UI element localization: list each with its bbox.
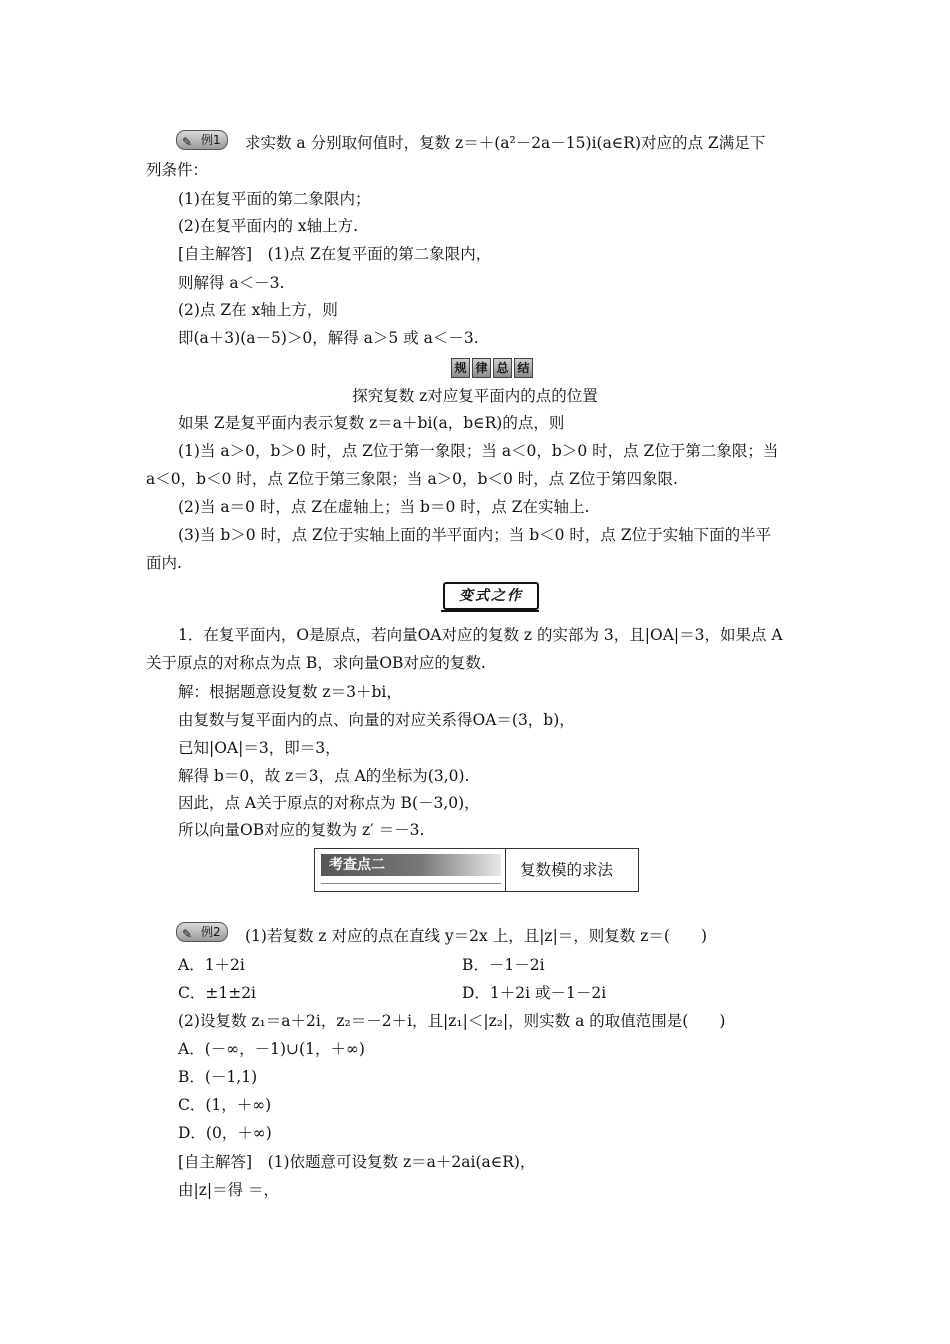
variant-line: 解得 b＝0，故 z＝3，点 A的坐标为(3,0).: [178, 767, 470, 785]
example-2-question-1: (1)若复数 z 对应的点在直线 y＝2x 上，且|z|＝，则复数 z＝( ): [245, 927, 707, 945]
option-b: B．(－1,1): [178, 1068, 258, 1086]
rule-summary-banner-char: 规: [451, 358, 470, 378]
option-d: D．(0，＋∞): [178, 1124, 272, 1142]
rule-summary-line: 如果 Z是复平面内表示复数 z＝a＋bi(a，b∈R)的点，则: [178, 414, 565, 432]
example-1-line: 列条件：: [146, 161, 209, 179]
option-a: A．(－∞，－1)∪(1，＋∞): [178, 1040, 365, 1058]
rule-summary-line: (1)当 a＞0，b＞0 时，点 Z位于第一象限；当 a＜0，b＞0 时，点 Z位于第二象限；当: [178, 442, 779, 460]
rule-summary-title: 探究复数 z对应复平面内的点的位置: [352, 387, 598, 405]
variant-banner: 变式之作: [443, 582, 539, 610]
key-point-underline: [321, 879, 501, 884]
example-2-answer-line: [自主解答] (1)依题意可设复数 z＝a＋2ai(a∈R)，: [178, 1153, 536, 1171]
pen-icon: ✎: [182, 135, 193, 149]
option-b: B．－1－2i: [462, 956, 545, 974]
rule-summary-line: 面内.: [146, 554, 182, 572]
variant-line: 解：根据题意设复数 z＝3＋bi，: [178, 683, 402, 701]
example-2-question-2: (2)设复数 z₁＝a＋2i，z₂＝－2＋i，且|z₁|＜|z₂|，则实数 a 的取值范围是( ): [178, 1012, 726, 1030]
example-1-badge-label: 例1: [201, 133, 221, 147]
variant-line: 关于原点的对称点为点 B，求向量OB对应的复数.: [146, 654, 486, 672]
example-1-line: [自主解答] (1)点 Z在复平面的第二象限内，: [178, 245, 492, 263]
rule-summary-banner: [451, 358, 533, 378]
example-2-badge: [176, 922, 228, 942]
rule-summary-banner-char: 总: [493, 358, 512, 378]
example-1-badge: [176, 130, 228, 150]
example-1-line: (2)点 Z在 x轴上方，则: [178, 301, 338, 319]
rule-summary-line: (2)当 a＝0 时，点 Z在虚轴上；当 b＝0 时，点 Z在实轴上.: [178, 498, 590, 516]
rule-summary-banner-char: 结: [514, 358, 533, 378]
rule-summary-banner-char: 律: [472, 358, 491, 378]
variant-line: 所以向量OB对应的复数为 z′ ＝－3.: [178, 821, 425, 839]
pen-icon: ✎: [182, 927, 193, 941]
rule-summary-line: a＜0，b＜0 时，点 Z位于第三象限；当 a＞0，b＜0 时，点 Z位于第四象限.: [146, 470, 678, 488]
key-point-tag-cell: [315, 849, 506, 891]
key-point-title: 复数模的求法: [520, 861, 614, 879]
rule-summary-line: (3)当 b＞0 时，点 Z位于实轴上面的半平面内；当 b＜0 时，点 Z位于实轴下面的半平: [178, 526, 772, 544]
example-1-line: 即(a＋3)(a－5)＞0，解得 a＞5 或 a＜－3.: [178, 329, 479, 347]
example-2-badge-label: 例2: [201, 925, 221, 939]
example-2-answer-line: 由|z|＝得 ＝，: [178, 1181, 280, 1199]
option-d: D．1＋2i 或－1－2i: [462, 984, 607, 1002]
variant-line: 因此，点 A关于原点的对称点为 B(－3,0)，: [178, 794, 480, 812]
example-1-line: 则解得 a＜－3.: [178, 274, 285, 292]
key-point-tag: 考查点二: [321, 854, 501, 876]
option-c: C．±1±2i: [178, 984, 257, 1002]
variant-line: 1．在复平面内，O是原点，若向量OA对应的复数 z 的实部为 3，且|OA|＝3，如果点 A: [178, 626, 783, 644]
example-1-line: (1)在复平面的第二象限内；: [178, 190, 371, 208]
option-a: A．1＋2i: [178, 956, 245, 974]
example-1-line: 求实数 a 分别取何值时，复数 z＝＋(a²－2a－15)i(a∈R)对应的点 Z满足下: [245, 134, 766, 152]
example-1-line: (2)在复平面内的 x轴上方.: [178, 217, 359, 235]
key-point-box: [314, 848, 639, 892]
variant-line: 已知|OA|＝3，即＝3，: [178, 739, 341, 757]
option-c: C．(1，＋∞): [178, 1096, 272, 1114]
variant-line: 由复数与复平面内的点、向量的对应关系得OA＝(3，b)，: [178, 711, 575, 729]
